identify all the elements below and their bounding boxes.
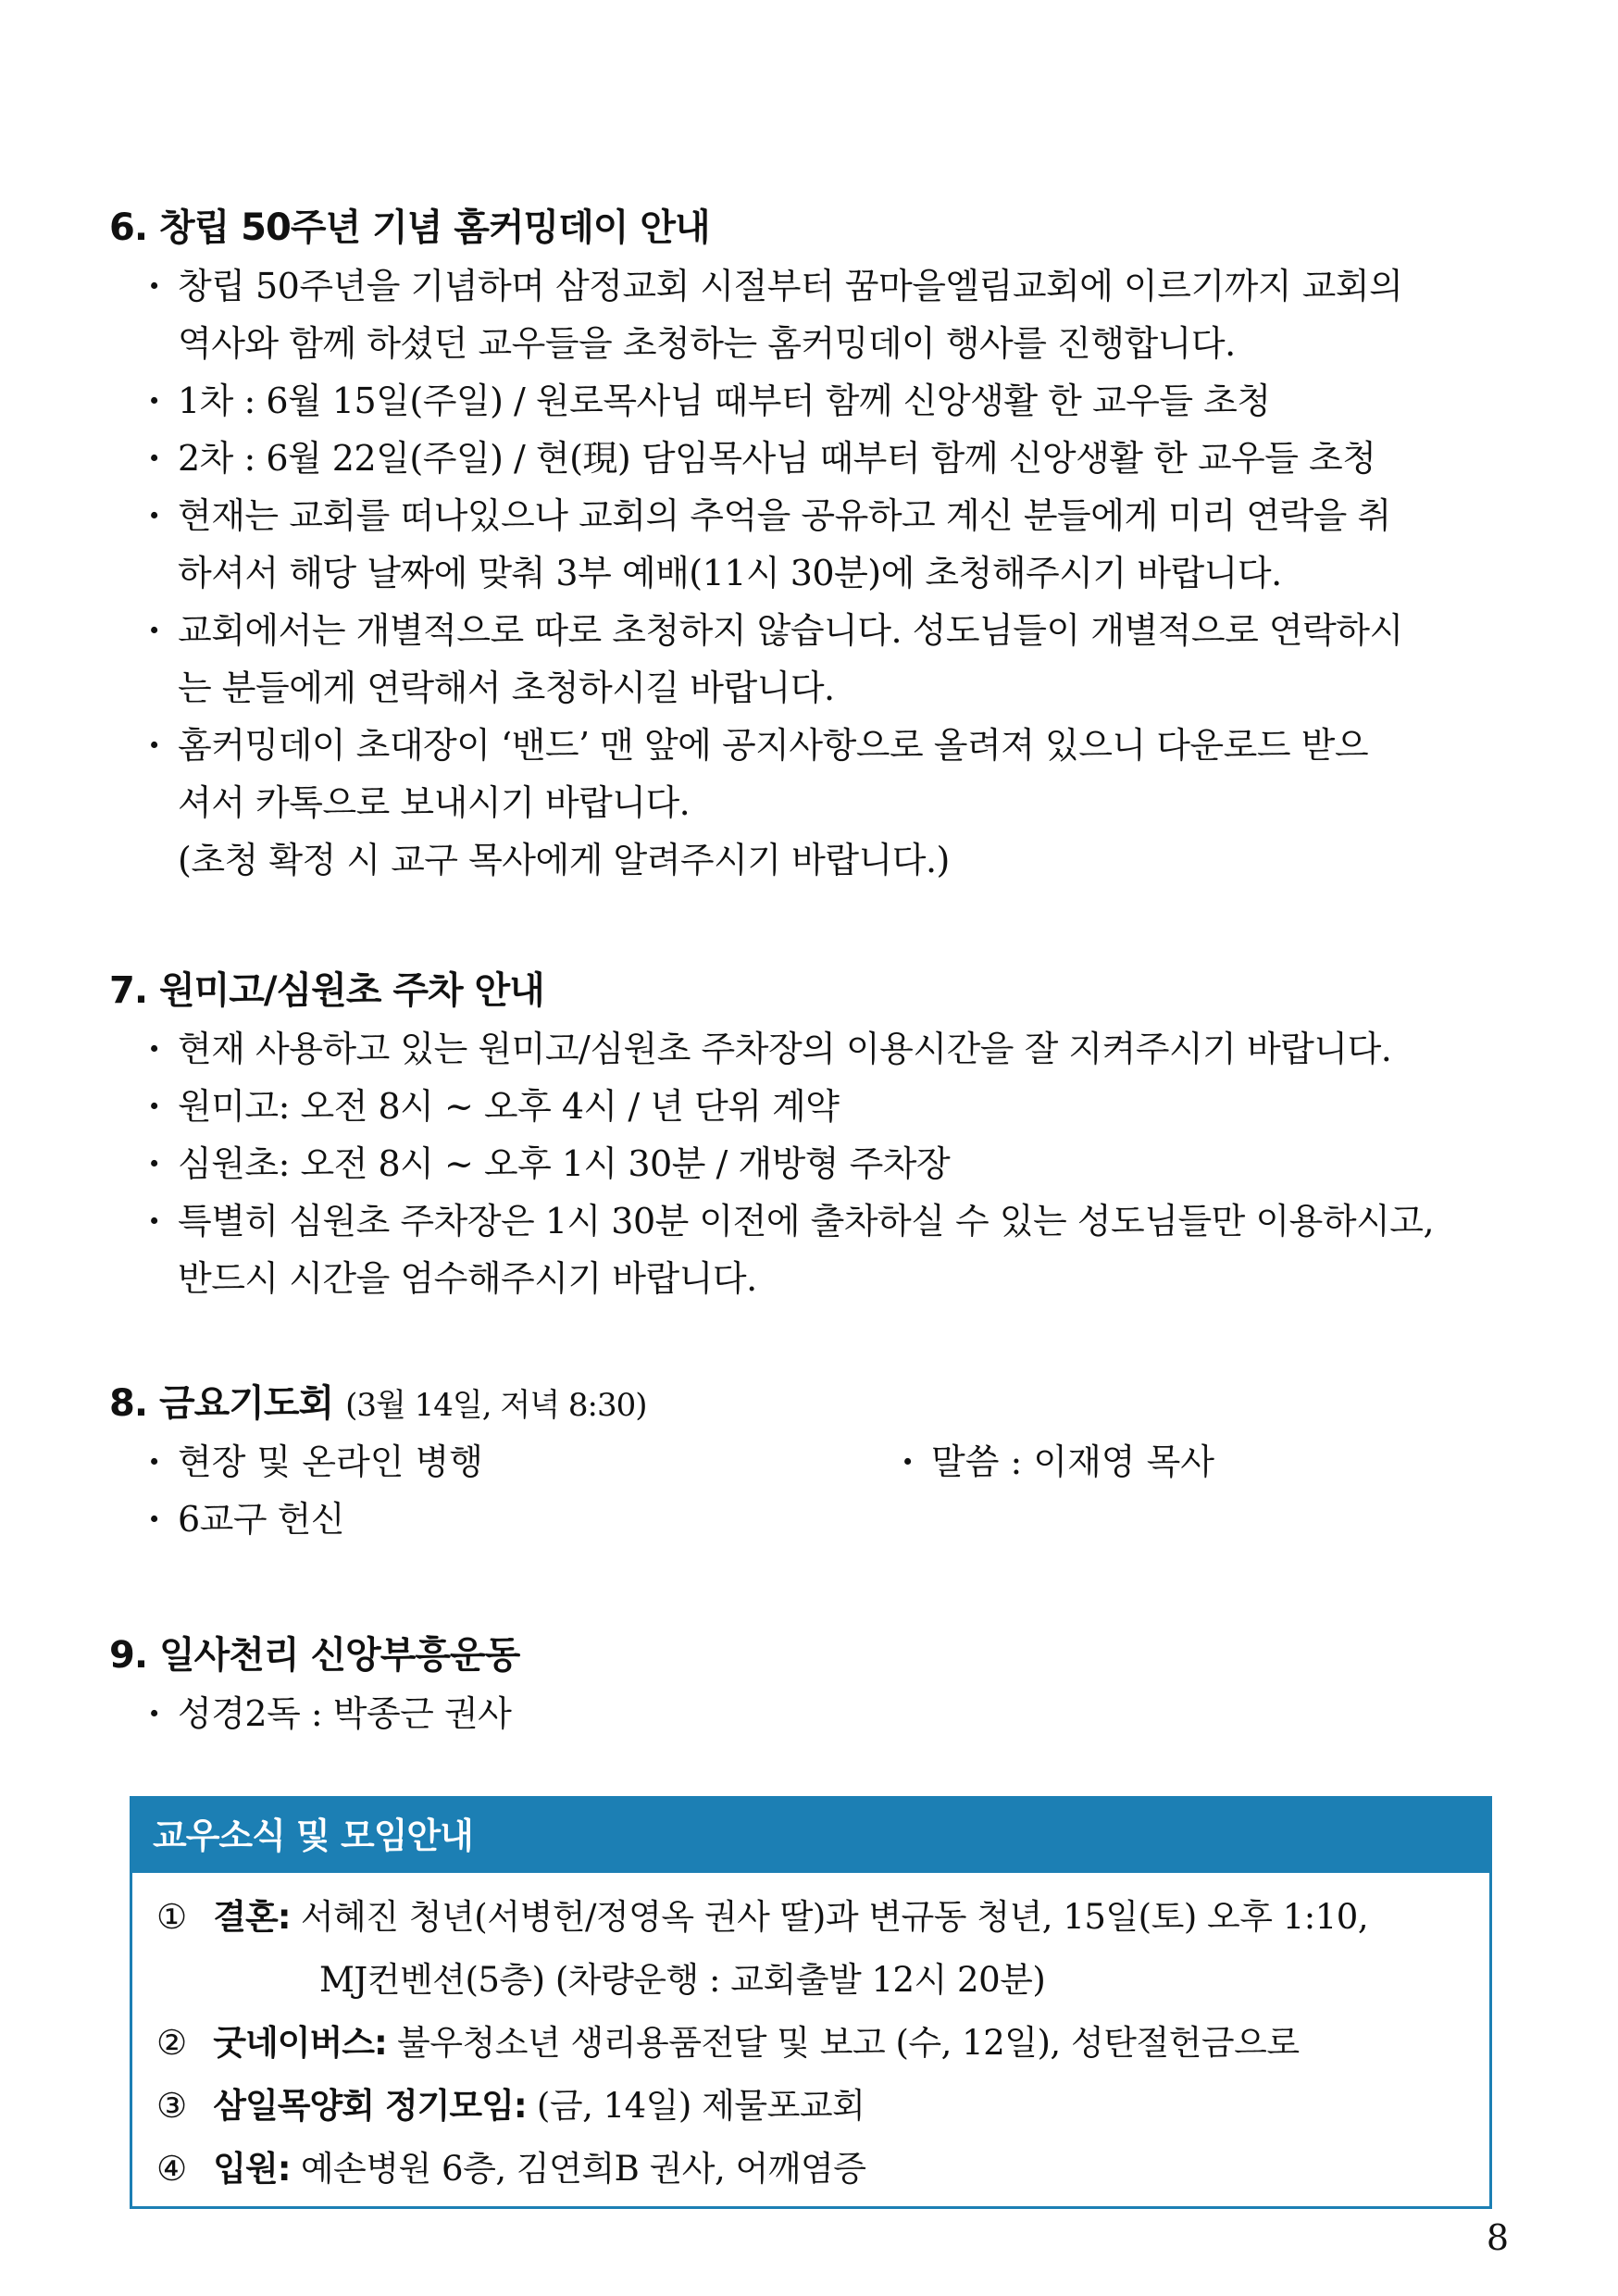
section-8-title: 8. 금요기도회	[109, 1382, 334, 1425]
list-item	[109, 1192, 1516, 1307]
news-number: ③	[156, 2086, 187, 2126]
news-text: 예손병원 6층, 김연희B 권사, 어깨염증	[300, 2149, 866, 2189]
item-line: · 교회에서는 개별적으로 따로 초청하지 않습니다. 성도님들이 개별적으로 연락하시	[178, 610, 1403, 651]
section-8-row	[109, 1433, 1516, 1491]
list-item	[109, 602, 1516, 717]
list-item	[109, 257, 1516, 372]
item-line: · 현재는 교회를 떠나있으나 교회의 추억을 공유하고 계신 분들에게 미리 연락을 취	[178, 495, 1391, 536]
news-label: 굿네이버스:	[213, 2023, 387, 2063]
section-7-title: 7. 원미고/심원초 주차 안내	[109, 969, 544, 1012]
list-item	[109, 1491, 1516, 1548]
news-text: 불우청소년 생리용품전달 및 보고 (수, 12일), 성탄절헌금으로	[397, 2023, 1300, 2063]
news-label: 삼일목양회 정기모임:	[213, 2086, 527, 2126]
item-note: (초청 확정 시 교구 목사에게 알려주시기 바랍니다.)	[178, 840, 950, 880]
item-line: 셔서 카톡으로 보내시기 바랍니다.	[178, 782, 691, 823]
item-line: 하셔서 해당 날짜에 맞춰 3부 예배(11시 30분)에 초청해주시기 바랍니다.	[178, 553, 1282, 593]
section-friday-prayer	[109, 1376, 1516, 1548]
item-line: · 원미고: 오전 8시 ~ 오후 4시 / 년 단위 계약	[178, 1086, 840, 1127]
news-number: ②	[156, 2023, 187, 2063]
section-7-list	[109, 1020, 1516, 1307]
section-revival	[109, 1628, 1516, 1742]
news-item	[156, 2075, 1489, 2138]
section-homecoming	[109, 200, 1516, 889]
list-item	[109, 372, 1516, 430]
list-item	[109, 430, 1516, 487]
item-line: · 창립 50주년을 기념하며 삼정교회 시절부터 꿈마을엘림교회에 이르기까지 교회의	[178, 266, 1403, 306]
item-line: · 특별히 심원초 주차장은 1시 30분 이전에 출차하실 수 있는 성도님들만 이용하시고,	[178, 1201, 1435, 1242]
item-line: · 6교구 헌신	[178, 1499, 345, 1540]
section-8-list	[109, 1491, 1516, 1548]
list-item	[109, 1020, 1516, 1078]
page-number: 8	[1486, 2217, 1509, 2258]
news-label: 입원:	[213, 2149, 291, 2189]
item-line: · 홈커밍데이 초대장이 ‘밴드’ 맨 앞에 공지사항으로 올려져 있으니 다운로드 받으	[178, 725, 1369, 766]
news-item	[156, 1886, 1489, 2012]
section-8-subtitle: (3월 14일, 저녁 8:30)	[345, 1387, 647, 1424]
news-box-body	[132, 1873, 1489, 2201]
news-item	[156, 2012, 1489, 2075]
news-text-cont: MJ컨벤션(5층) (차량운행 : 교회출발 12시 20분)	[319, 1960, 1046, 2000]
list-item	[109, 1685, 1516, 1742]
news-box-title: 교우소식 및 모임안내	[132, 1799, 1489, 1873]
list-item	[109, 1135, 1516, 1192]
news-text: (금, 14일) 제물포교회	[536, 2086, 865, 2126]
item-line: · 현재 사용하고 있는 원미고/심원초 주차장의 이용시간을 잘 지켜주시기 바랍니다.	[178, 1029, 1392, 1069]
list-item	[109, 1078, 1516, 1135]
section-parking	[109, 963, 1516, 1307]
item-line: 반드시 시간을 엄수해주시기 바랍니다.	[178, 1258, 757, 1299]
item-line: 역사와 함께 하셨던 교우들을 초청하는 홈커밍데이 행사를 진행합니다.	[178, 323, 1236, 364]
section-8-heading	[109, 1376, 1516, 1433]
list-item	[109, 717, 1516, 889]
news-item	[156, 2138, 1489, 2201]
list-item	[109, 487, 1516, 602]
list-item: · 현장 및 온라인 병행	[109, 1433, 863, 1491]
section-6-title: 6. 창립 50주년 기념 홈커밍데이 안내	[109, 206, 710, 249]
item-line: · 1차 : 6월 15일(주일) / 원로목사님 때부터 함께 신앙생활 한 교우들 초청	[178, 381, 1271, 421]
item-line: 는 분들에게 연락해서 초청하시길 바랍니다.	[178, 668, 835, 708]
list-item: · 말씀 : 이재영 목사	[863, 1433, 1214, 1491]
item-line: · 성경2독 : 박종근 권사	[178, 1693, 512, 1734]
news-label: 결혼:	[213, 1897, 291, 1937]
news-box	[130, 1796, 1492, 2209]
item-line: · 2차 : 6월 22일(주일) / 현(現) 담임목사님 때부터 함께 신앙생활 한 교우들 초청	[178, 438, 1376, 479]
section-9-title: 9. 일사천리 신앙부흥운동	[109, 1634, 520, 1677]
news-text: 서혜진 청년(서병헌/정영옥 권사 딸)과 변규동 청년, 15일(토) 오후 1:10,	[300, 1897, 1369, 1937]
news-number: ④	[156, 2149, 187, 2189]
section-6-list	[109, 257, 1516, 889]
news-number: ①	[156, 1897, 187, 1937]
item-line: · 심원초: 오전 8시 ~ 오후 1시 30분 / 개방형 주차장	[178, 1143, 951, 1184]
section-9-list	[109, 1685, 1516, 1742]
